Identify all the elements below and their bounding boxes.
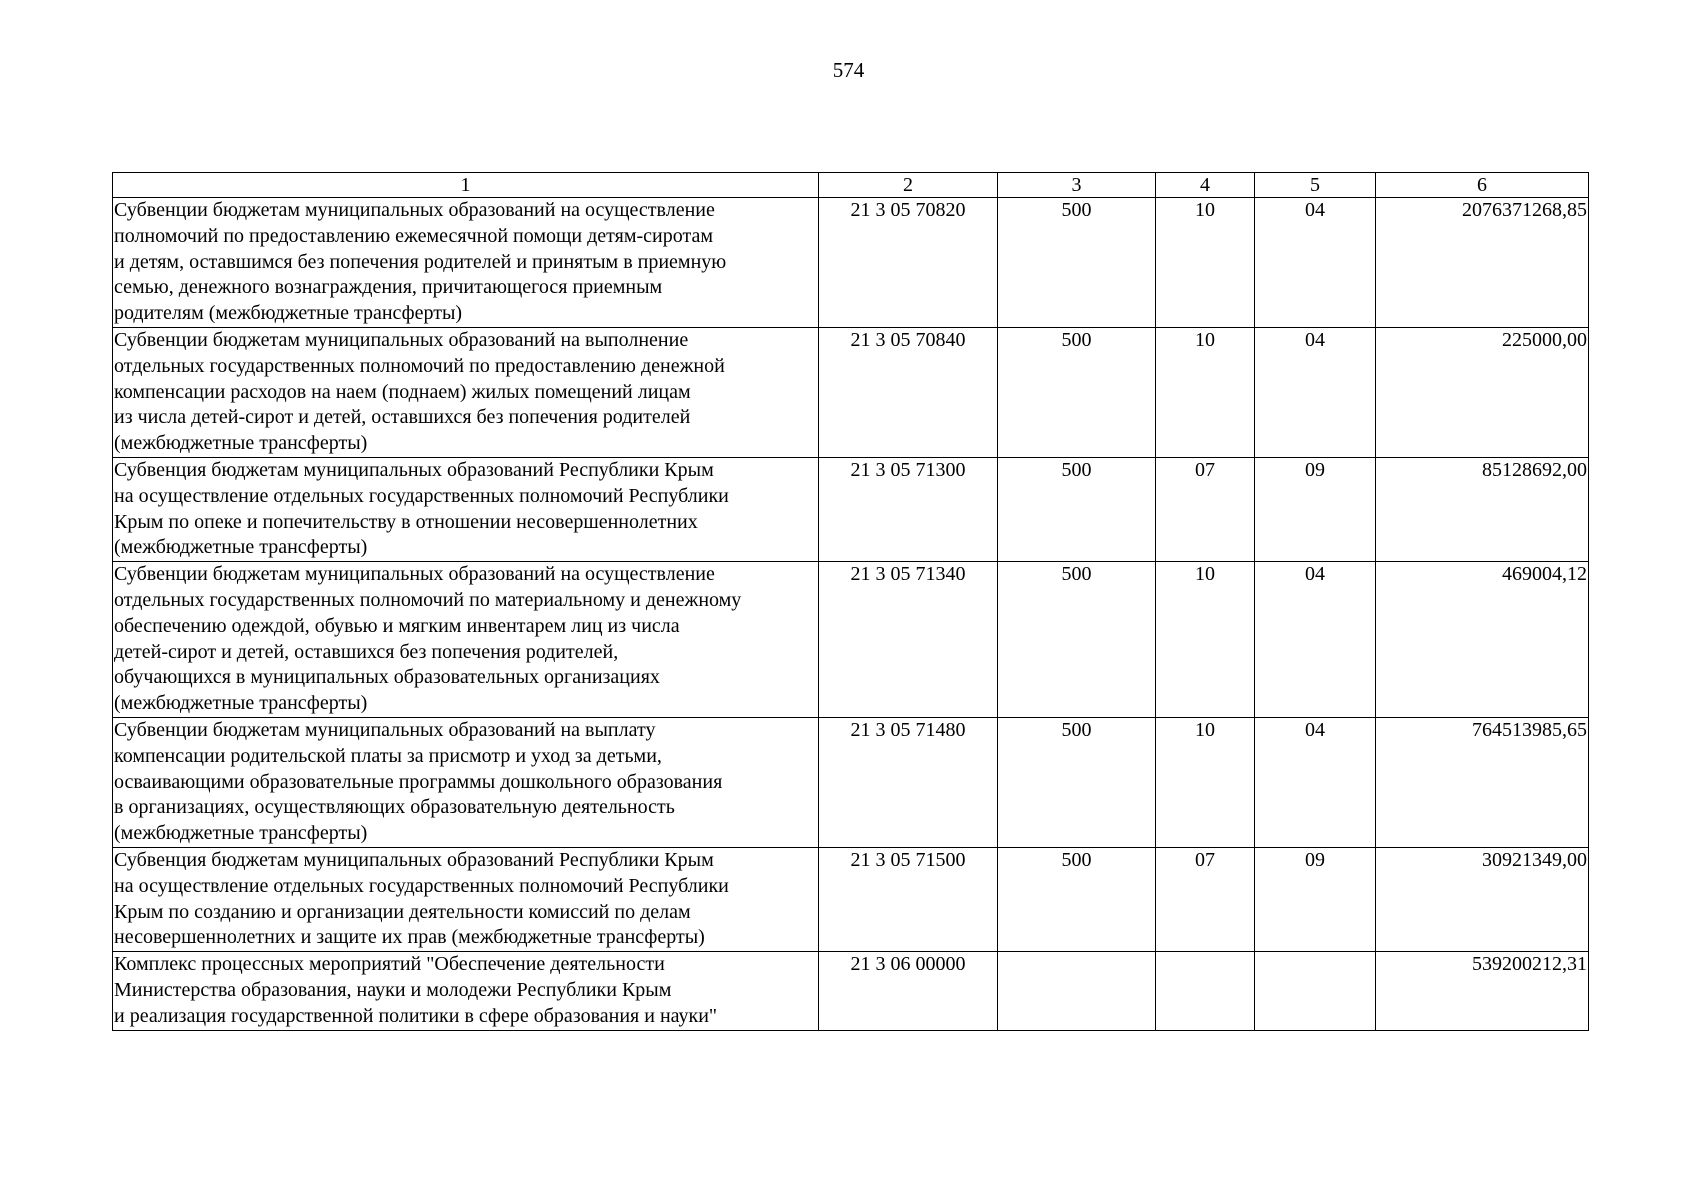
header-col-2: 2 bbox=[819, 173, 998, 198]
row-subsection-cell bbox=[1255, 952, 1376, 1030]
header-col-1: 1 bbox=[113, 173, 819, 198]
row-name-cell bbox=[113, 327, 819, 457]
row-expense-type-cell: 500 bbox=[998, 847, 1156, 951]
name-line: детей-сирот и детей, оставшихся без попечения родителей, bbox=[114, 640, 619, 663]
name-line: на осуществление отдельных государственных полномочий Республики bbox=[114, 874, 729, 897]
table-row bbox=[113, 327, 1589, 457]
row-expense-type-cell bbox=[998, 952, 1156, 1030]
row-expense-type-cell: 500 bbox=[998, 457, 1156, 561]
row-name-cell bbox=[113, 952, 819, 1030]
budget-table bbox=[112, 172, 1589, 1031]
header-col-5: 5 bbox=[1255, 173, 1376, 198]
row-sum-cell: 30921349,00 bbox=[1376, 847, 1589, 951]
row-section-cell: 07 bbox=[1156, 457, 1255, 561]
row-code-cell: 21 3 05 71300 bbox=[819, 457, 998, 561]
name-line: Субвенция бюджетам муниципальных образований Республики Крым bbox=[114, 458, 714, 481]
name-line: Субвенции бюджетам муниципальных образований на осуществление bbox=[114, 199, 715, 221]
name-line: несовершеннолетних и защите их прав (межбюджетные трансферты) bbox=[114, 926, 705, 949]
name-line: Субвенции бюджетам муниципальных образований на выплату bbox=[114, 718, 656, 741]
header-col-3: 3 bbox=[998, 173, 1156, 198]
name-line: Министерства образования, науки и молодежи Республики Крым bbox=[114, 978, 672, 1001]
row-section-cell: 10 bbox=[1156, 717, 1255, 847]
name-line: Субвенция бюджетам муниципальных образований Республики Крым bbox=[114, 848, 714, 871]
row-code-cell: 21 3 05 70820 bbox=[819, 198, 998, 328]
row-code-cell: 21 3 05 70840 bbox=[819, 327, 998, 457]
row-name-cell bbox=[113, 717, 819, 847]
name-line: (межбюджетные трансферты) bbox=[114, 432, 368, 455]
name-line: (межбюджетные трансферты) bbox=[114, 692, 368, 715]
name-line: компенсации родительской платы за присмотр и уход за детьми, bbox=[114, 744, 662, 767]
table-row bbox=[113, 717, 1589, 847]
name-line: на осуществление отдельных государственных полномочий Республики bbox=[114, 484, 729, 507]
name-line: Крым по созданию и организации деятельности комиссий по делам bbox=[114, 900, 691, 923]
row-section-cell: 10 bbox=[1156, 327, 1255, 457]
name-line: Субвенции бюджетам муниципальных образований на выполнение bbox=[114, 328, 689, 351]
row-subsection-cell: 04 bbox=[1255, 717, 1376, 847]
table-row bbox=[113, 562, 1589, 718]
header-col-4: 4 bbox=[1156, 173, 1255, 198]
name-line: компенсации расходов на наем (поднаем) жилых помещений лицам bbox=[114, 380, 691, 403]
name-line: (межбюджетные трансферты) bbox=[114, 822, 368, 845]
row-subsection-cell: 04 bbox=[1255, 562, 1376, 718]
header-col-6: 6 bbox=[1376, 173, 1589, 198]
row-section-cell: 10 bbox=[1156, 198, 1255, 328]
table-row bbox=[113, 847, 1589, 951]
row-sum-cell: 539200212,31 bbox=[1376, 952, 1589, 1030]
row-sum-cell: 764513985,65 bbox=[1376, 717, 1589, 847]
table-row bbox=[113, 952, 1589, 1030]
name-line: отдельных государственных полномочий по материальному и денежному bbox=[114, 588, 742, 611]
row-name-cell bbox=[113, 198, 819, 328]
table-row bbox=[113, 457, 1589, 561]
row-subsection-cell: 04 bbox=[1255, 327, 1376, 457]
row-sum-cell: 2076371268,85 bbox=[1376, 198, 1589, 328]
row-sum-cell: 469004,12 bbox=[1376, 562, 1589, 718]
row-code-cell: 21 3 05 71480 bbox=[819, 717, 998, 847]
name-line: в организациях, осуществляющих образовательную деятельность bbox=[114, 796, 675, 819]
row-name-cell bbox=[113, 457, 819, 561]
row-section-cell: 10 bbox=[1156, 562, 1255, 718]
row-sum-cell: 85128692,00 bbox=[1376, 457, 1589, 561]
name-line: осваивающими образовательные программы дошкольного образования bbox=[114, 770, 723, 793]
name-line: родителям (межбюджетные трансферты) bbox=[114, 302, 463, 325]
row-section-cell bbox=[1156, 952, 1255, 1030]
row-sum-cell: 225000,00 bbox=[1376, 327, 1589, 457]
row-code-cell: 21 3 06 00000 bbox=[819, 952, 998, 1030]
page-number: 574 bbox=[832, 58, 865, 82]
name-line: Крым по опеке и попечительству в отношении несовершеннолетних bbox=[114, 510, 698, 533]
table-row bbox=[113, 198, 1589, 328]
name-line: и детям, оставшимся без попечения родителей и принятым в приемную bbox=[114, 250, 727, 273]
table-body bbox=[113, 198, 1589, 1031]
name-line: обучающихся в муниципальных образовательных организациях bbox=[114, 666, 660, 689]
row-subsection-cell: 04 bbox=[1255, 198, 1376, 328]
row-subsection-cell: 09 bbox=[1255, 457, 1376, 561]
name-line: из числа детей-сирот и детей, оставшихся без попечения родителей bbox=[114, 406, 691, 429]
name-line: семью, денежного вознаграждения, причитающегося приемным bbox=[114, 276, 663, 299]
name-line: Комплекс процессных мероприятий "Обеспечение деятельности bbox=[114, 953, 665, 976]
row-expense-type-cell: 500 bbox=[998, 717, 1156, 847]
row-code-cell: 21 3 05 71340 bbox=[819, 562, 998, 718]
row-name-cell bbox=[113, 847, 819, 951]
name-line: полномочий по предоставлению ежемесячной помощи детям-сиротам bbox=[114, 224, 714, 247]
name-line: Субвенции бюджетам муниципальных образований на осуществление bbox=[114, 563, 715, 586]
name-line: отдельных государственных полномочий по предоставлению денежной bbox=[114, 354, 725, 377]
name-line: (межбюджетные трансферты) bbox=[114, 536, 368, 559]
name-line: и реализация государственной политики в сфере образования и науки" bbox=[114, 1004, 718, 1027]
name-line: обеспечению одеждой, обувью и мягким инвентарем лиц из числа bbox=[114, 614, 680, 637]
row-section-cell: 07 bbox=[1156, 847, 1255, 951]
row-expense-type-cell: 500 bbox=[998, 198, 1156, 328]
row-code-cell: 21 3 05 71500 bbox=[819, 847, 998, 951]
row-subsection-cell: 09 bbox=[1255, 847, 1376, 951]
row-name-cell bbox=[113, 562, 819, 718]
header-row bbox=[113, 173, 1589, 198]
row-expense-type-cell: 500 bbox=[998, 562, 1156, 718]
row-expense-type-cell: 500 bbox=[998, 327, 1156, 457]
